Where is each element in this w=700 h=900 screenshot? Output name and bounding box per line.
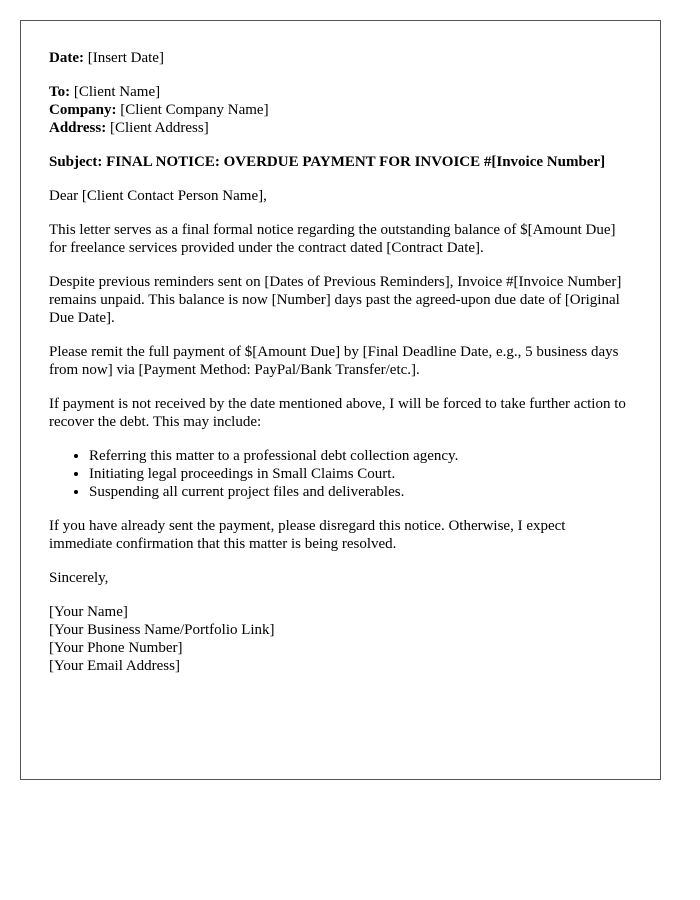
address-label: Address: xyxy=(49,120,107,136)
sign-off: Sincerely, xyxy=(49,570,109,586)
signature-business: [Your Business Name/Portfolio Link] xyxy=(49,622,275,638)
signature-phone: [Your Phone Number] xyxy=(49,640,183,656)
to-line xyxy=(49,83,632,101)
company-value: [Client Company Name] xyxy=(120,102,269,118)
company-label: Company: xyxy=(49,102,117,118)
address-line xyxy=(49,119,632,137)
paragraph-further-action: If payment is not received by the date mentioned above, I will be forced to take further action to recover the debt. This may include: xyxy=(49,396,626,430)
list-item: • Referring this matter to a professional debt collection agency. xyxy=(89,447,632,465)
list-item: • Suspending all current project files and deliverables. xyxy=(89,483,632,501)
signature-email: [Your Email Address] xyxy=(49,658,180,674)
salutation: Dear [Client Contact Person Name], xyxy=(49,188,267,204)
consequences-list xyxy=(49,447,632,501)
address-value: [Client Address] xyxy=(109,120,209,136)
date-line xyxy=(49,49,632,67)
paragraph-outstanding-balance: This letter serves as a final formal notice regarding the outstanding balance of $[Amount Due] for freelance services provided under the contract dated [Contract Date]. xyxy=(49,222,616,256)
subject-line: Subject: FINAL NOTICE: OVERDUE PAYMENT FOR INVOICE #[Invoice Number] xyxy=(49,154,606,170)
to-label: To: xyxy=(49,84,71,100)
signature-block xyxy=(49,603,632,675)
to-value: [Client Name] xyxy=(73,84,161,100)
letter xyxy=(20,20,661,780)
closing-paragraph: If you have already sent the payment, please disregard this notice. Otherwise, I expect immediate confirmation that this matter is being resolved. xyxy=(49,518,566,552)
date-value: [Insert Date] xyxy=(87,50,164,66)
recipient-block xyxy=(49,83,632,137)
signature-name: [Your Name] xyxy=(49,604,128,620)
paragraph-previous-reminders: Despite previous reminders sent on [Dates of Previous Reminders], Invoice #[Invoice Number] remains unpaid. This balance is now [Number] days past the agreed-upon due date of [Original Due Date]. xyxy=(49,274,622,326)
list-item: • Initiating legal proceedings in Small Claims Court. xyxy=(89,465,632,483)
company-line xyxy=(49,101,632,119)
date-label: Date: xyxy=(49,50,84,66)
paragraph-remit-payment: Please remit the full payment of $[Amount Due] by [Final Deadline Date, e.g., 5 business days from now] via [Payment Method: PayPal/Bank Transfer/etc.]. xyxy=(49,344,619,378)
